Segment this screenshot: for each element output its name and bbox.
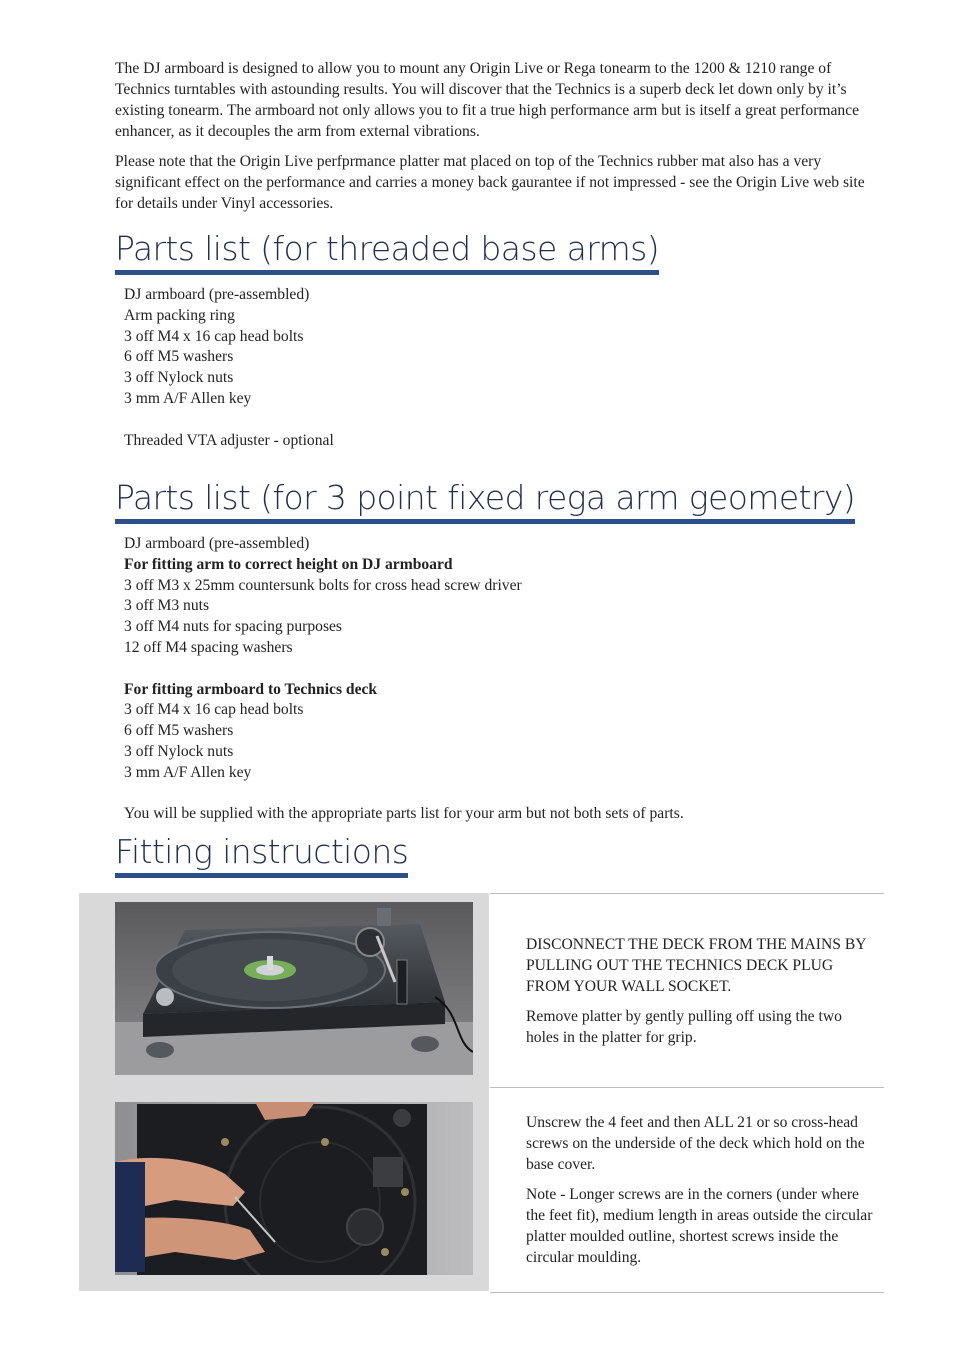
turntable-photo — [115, 902, 473, 1075]
list-item: Threaded VTA adjuster - optional — [124, 431, 334, 449]
list-item: DJ armboard (pre-assembled) — [124, 286, 310, 303]
list-item: 3 off M4 x 16 cap head bolts — [124, 701, 304, 719]
list-item: 6 off M5 washers — [124, 722, 234, 740]
step-paragraph: Note - Longer screws are in the corners (under where the feet fit), medium length in areas outside the circular platter moulded outline, shortest screws inside the circular moulding. — [526, 1186, 873, 1266]
rega-parts-heading: Parts list (for 3 point fixed rega arm geometry) — [115, 478, 855, 524]
fitting-steps — [79, 893, 884, 1291]
list-item: 3 off M3 nuts — [124, 597, 210, 615]
list-item: 3 off M4 nuts for spacing purposes — [124, 618, 343, 636]
list-item: 3 off M4 x 16 cap head bolts — [124, 327, 304, 345]
list-item: 3 off Nylock nuts — [124, 369, 234, 387]
text-cell — [490, 1087, 884, 1293]
list-item: DJ armboard (pre-assembled) — [124, 535, 310, 552]
step-row — [79, 1087, 884, 1291]
list-item: 3 off M3 x 25mm countersunk bolts for cross head screw driver — [124, 576, 522, 594]
list-item: 3 mm A/F Allen key — [124, 763, 252, 781]
parts-note: You will be supplied with the appropriate parts list for your arm but not both sets of parts. — [124, 805, 684, 823]
intro-paragraph: Please note that the Origin Live perfprmance platter mat placed on top of the Technics rubber mat also has a very significant effect on the performance and carries a money back gaurantee if not impressed - see the Origin Live web site for details under Vinyl accessories. — [115, 153, 865, 212]
subheading — [124, 680, 684, 701]
list-spacer — [124, 659, 684, 680]
fitting-heading: Fitting instructions — [115, 832, 408, 878]
step-paragraph: Unscrew the 4 feet and then ALL 21 or so cross-head screws on the underside of the deck which hold on the base cover. — [526, 1114, 865, 1173]
photo-cell — [79, 893, 489, 1087]
step-row — [79, 893, 884, 1087]
list-item: Arm packing ring — [124, 306, 235, 324]
list-spacer — [124, 784, 684, 805]
intro-paragraph: The DJ armboard is designed to allow you to mount any Origin Live or Rega tonearm to the 1200 & 1210 range of Technics turntables with astounding results. You will discover that the Technics is a superb deck let down only by it’s existing tonearm. The armboard not only allows you to fit a true high performance arm but is itself a great performance enhancer, as it decouples the arm from external vibrations. — [115, 60, 860, 140]
deck-underside-photo — [115, 1102, 473, 1275]
intro-text — [115, 58, 877, 223]
step-text — [526, 934, 876, 1057]
step-text — [526, 1112, 876, 1277]
step-paragraph: DISCONNECT THE DECK FROM THE MAINS BY PULLING OUT THE TECHNICS DECK PLUG FROM YOUR WALL SOCKET. — [526, 936, 866, 995]
list-item: 12 off M4 spacing washers — [124, 638, 293, 656]
list-item: 3 off Nylock nuts — [124, 742, 234, 760]
list-item: 6 off M5 washers — [124, 348, 234, 366]
list-spacer — [124, 410, 334, 431]
text-cell — [490, 893, 884, 1088]
subheading — [124, 555, 684, 576]
step-paragraph: Remove platter by gently pulling off using the two holes in the platter for grip. — [526, 1008, 842, 1046]
subheading-text: For fitting arm to correct height on DJ armboard — [124, 555, 453, 573]
subheading-text: For fitting armboard to Technics deck — [124, 680, 378, 698]
threaded-parts-list — [124, 285, 334, 451]
rega-parts-list — [124, 534, 684, 825]
list-item: 3 mm A/F Allen key — [124, 389, 252, 407]
photo-cell — [79, 1087, 489, 1291]
threaded-parts-heading: Parts list (for threaded base arms) — [115, 229, 659, 275]
